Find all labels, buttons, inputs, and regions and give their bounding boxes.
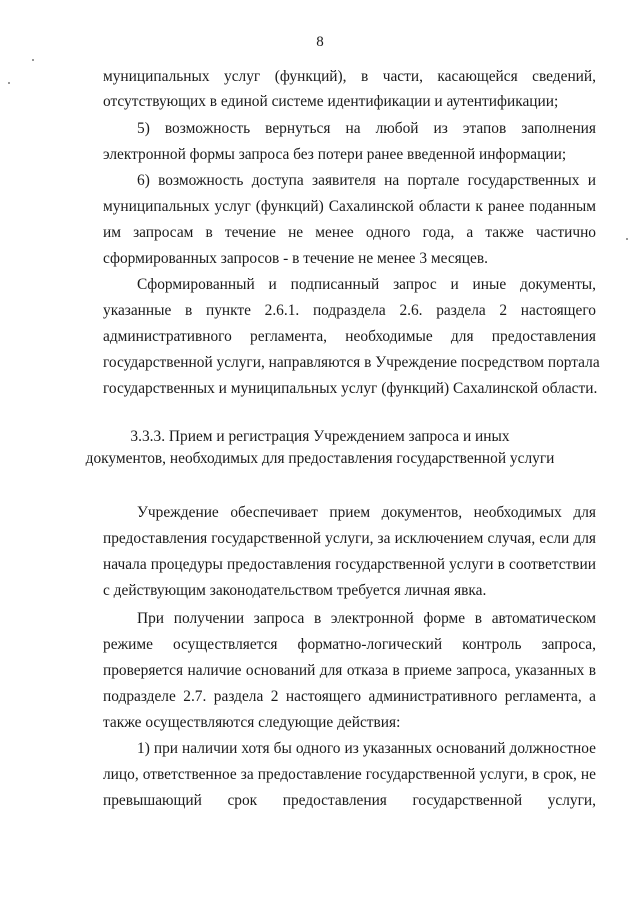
text-line: предоставления государственной услуги, за исключением случая, если для (103, 530, 596, 547)
text-line: начала процедуры предоставления государственной услуги в соответствии (103, 556, 596, 573)
text-line: им запросам в течение не менее одного года, а также частично (103, 224, 596, 241)
text-line: При получении запроса в электронной форме в автоматическом (137, 610, 596, 627)
text-line: Учреждение обеспечивает прием документов, необходимых для (137, 504, 596, 521)
text-line: подразделе 2.7. раздела 2 настоящего административного регламента, а (103, 688, 596, 705)
text-line: муниципальных услуг (функций), в части, касающейся сведений, (103, 68, 596, 85)
scan-speck (8, 82, 10, 84)
section-heading-line-1: 3.3.3. Прием и регистрация Учреждением запроса и иных (130, 428, 510, 445)
text-line: режиме осуществляется форматно-логический контроль запроса, (103, 636, 596, 653)
scan-speck (626, 238, 628, 240)
scan-speck (32, 59, 34, 61)
text-line: превышающий срок предоставления государственной услуги, (103, 792, 596, 809)
text-line: отсутствующих в единой системе идентификации и аутентификации; (103, 93, 559, 110)
text-line: муниципальных услуг (функций) Сахалинской области к ранее поданным (103, 198, 596, 215)
text-line: сформированных запросов - в течение не менее 3 месяцев. (103, 250, 488, 267)
text-line: государственной услуги, направляются в Учреждение посредством портала (103, 354, 600, 371)
text-line: государственных и муниципальных услуг (функций) Сахалинской области. (103, 380, 598, 397)
text-line: административного регламента, необходимые для предоставления (103, 328, 596, 345)
section-heading-line-2: документов, необходимых для предоставления государственной услуги (85, 450, 555, 467)
text-line: электронной формы запроса без потери ранее введенной информации; (103, 146, 567, 163)
text-line: 5) возможность вернуться на любой из этапов заполнения (137, 120, 596, 137)
page-number: 8 (316, 34, 324, 50)
text-line: также осуществляются следующие действия: (103, 714, 401, 731)
text-line: указанные в пункте 2.6.1. подраздела 2.6. раздела 2 настоящего (103, 302, 596, 319)
text-line: лицо, ответственное за предоставление государственной услуги, в срок, не (103, 766, 596, 783)
text-line: 1) при наличии хотя бы одного из указанных оснований должностное (137, 740, 596, 757)
text-line: 6) возможность доступа заявителя на портале государственных и (137, 172, 596, 189)
text-line: проверяется наличие оснований для отказа в приеме запроса, указанных в (103, 662, 596, 679)
text-line: с действующим законодательством требуется личная явка. (103, 582, 487, 599)
text-line: Сформированный и подписанный запрос и иные документы, (137, 276, 596, 293)
